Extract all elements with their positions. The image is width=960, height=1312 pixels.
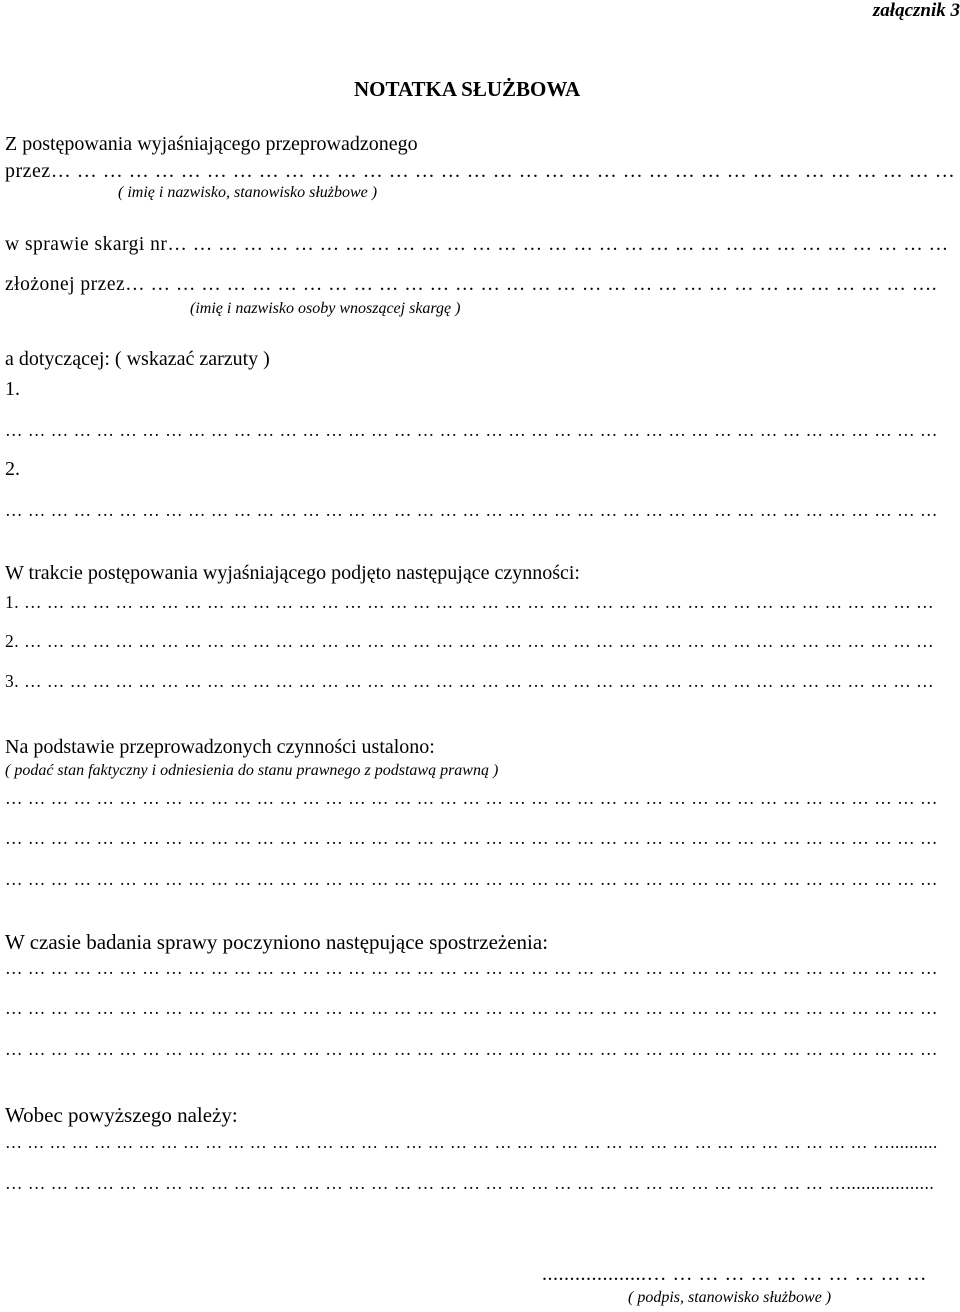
actions-heading: W trakcie postępowania wyjaśniającego podjęto następujące czynności: xyxy=(5,562,580,584)
conclusion-line-1: … … … … … … … … … … … … … … … … … … … … … … … … … … … … … … … … … … … … … … … ….......... xyxy=(5,1133,938,1152)
action-3-line: 3. … … … … … … … … … … … … … … … … … … … … … … … … … … … … … … … … … … … … … … … … xyxy=(5,671,935,691)
findings-line-2: … … … … … … … … … … … … … … … … … … … … … … … … … … … … … … … … … … … … … … … … … xyxy=(5,828,938,848)
attachment-label: załącznik 3 xyxy=(872,0,960,21)
charge-2-number: 2. xyxy=(5,458,20,480)
action-1-line: 1. … … … … … … … … … … … … … … … … … … … … … … … … … … … … … … … … … … … … … … … … xyxy=(5,592,935,612)
conducted-by-line: przez… … … … … … … … … … … … … … … … … … … … … … … … … … … … … … … … … … … xyxy=(5,160,956,182)
observations-line-3: … … … … … … … … … … … … … … … … … … … … … … … … … … … … … … … … … … … … … … … … … xyxy=(5,1039,938,1059)
proceeding-line: Z postępowania wyjaśniającego przeprowadzonego xyxy=(5,133,418,155)
conducted-by-hint: ( imię i nazwisko, stanowisko służbowe ) xyxy=(118,184,378,201)
findings-heading: Na podstawie przeprowadzonych czynności ustalono: xyxy=(5,736,435,758)
observations-line-2: … … … … … … … … … … … … … … … … … … … … … … … … … … … … … … … … … … … … … … … … … xyxy=(5,998,938,1018)
charge-2-dots: … … … … … … … … … … … … … … … … … … … … … … … … … … … … … … … … … … … … … … … … … xyxy=(5,500,938,520)
action-2-line: 2. … … … … … … … … … … … … … … … … … … … … … … … … … … … … … … … … … … … … … … … … xyxy=(5,631,935,651)
observations-heading: W czasie badania sprawy poczyniono następujące spostrzeżenia: xyxy=(5,930,549,954)
filed-by-hint: (imię i nazwisko osoby wnoszącej skargę ) xyxy=(190,300,461,317)
findings-hint: ( podać stan faktyczny i odniesienia do stanu prawnego z podstawą prawną ) xyxy=(5,762,499,779)
signature-line: ...................… … … … … … … … … … … xyxy=(542,1263,927,1285)
signature-hint: ( podpis, stanowisko służbowe ) xyxy=(628,1289,832,1306)
charge-1-dots: … … … … … … … … … … … … … … … … … … … … … … … … … … … … … … … … … … … … … … … … … xyxy=(5,420,938,440)
observations-line-1: … … … … … … … … … … … … … … … … … … … … … … … … … … … … … … … … … … … … … … … … … xyxy=(5,958,938,978)
charges-heading: a dotyczącej: ( wskazać zarzuty ) xyxy=(5,348,270,370)
conclusion-line-2: … … … … … … … … … … … … … … … … … … … … … … … … … … … … … … … … … … … … ….................. xyxy=(5,1173,935,1193)
findings-line-1: … … … … … … … … … … … … … … … … … … … … … … … … … … … … … … … … … … … … … … … … … xyxy=(5,788,938,808)
conclusion-heading: Wobec powyższego należy: xyxy=(5,1103,238,1127)
complaint-number-line: w sprawie skargi nr… … … … … … … … … … … … … … … … … … … … … … … … … … … … … … … xyxy=(5,234,949,255)
document-title: NOTATKA SŁUŻBOWA xyxy=(354,77,581,101)
filed-by-line: złożonej przez… … … … … … … … … … … … … … … … … … … … … … … … … … … … … … … …. xyxy=(5,274,938,295)
findings-line-3: … … … … … … … … … … … … … … … … … … … … … … … … … … … … … … … … … … … … … … … … … xyxy=(5,869,938,889)
charge-1-number: 1. xyxy=(5,378,20,400)
